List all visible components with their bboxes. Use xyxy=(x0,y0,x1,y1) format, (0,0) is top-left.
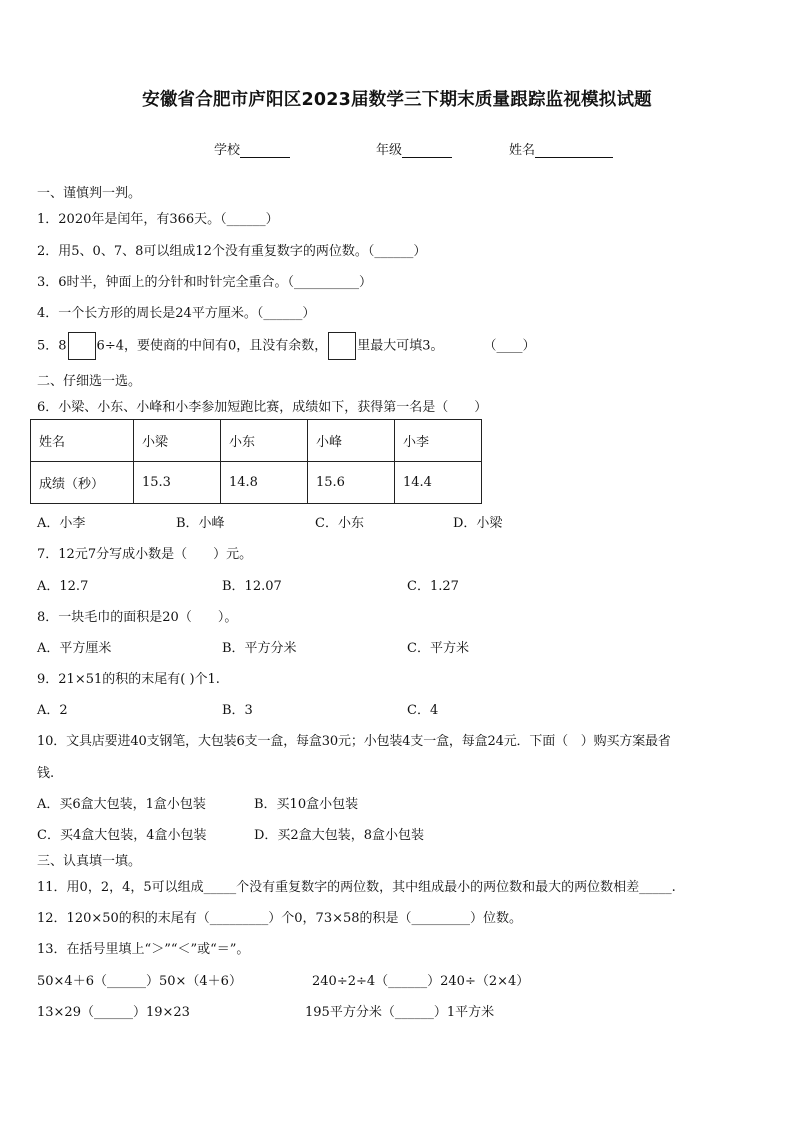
q8-option-a[interactable]: A．平方厘米 xyxy=(37,641,112,656)
table-cell: 15.3 xyxy=(134,462,221,504)
grade-field xyxy=(376,139,452,158)
table-row xyxy=(31,462,482,504)
q8-option-b[interactable]: B．平方分米 xyxy=(222,641,297,656)
school-field xyxy=(214,139,290,158)
table-cell: 姓名 xyxy=(31,420,134,462)
q5-part3: 里最大可填3。 xyxy=(357,338,444,354)
table-cell: 小梁 xyxy=(134,420,221,462)
q5-blank-box-1[interactable] xyxy=(68,332,96,360)
q6-option-d[interactable]: D．小梁 xyxy=(453,516,503,531)
q13-item-3: 13×29（______）19×23 xyxy=(37,1005,190,1020)
q13-item-2: 240÷2÷4（______）240÷（2×4） xyxy=(312,974,530,989)
q6-option-a[interactable]: A．小李 xyxy=(37,516,86,531)
q6-option-c[interactable]: C．小东 xyxy=(315,516,364,531)
q7-option-a[interactable]: A．12.7 xyxy=(37,579,89,594)
q5-blank-box-2[interactable] xyxy=(328,332,356,360)
q5-part1: 5．8 xyxy=(37,338,67,354)
table-cell: 小李 xyxy=(395,420,482,462)
table-header-row xyxy=(31,420,482,462)
q10-option-d[interactable]: D．买2盒大包装，8盒小包装 xyxy=(254,828,424,843)
table-cell: 成绩（秒） xyxy=(31,462,134,504)
q8-option-c[interactable]: C．平方米 xyxy=(407,641,469,656)
table-cell: 14.4 xyxy=(395,462,482,504)
grade-label: 年级 xyxy=(376,143,403,158)
q5-answer: （____） xyxy=(483,338,536,354)
section-heading-3: 三、认真填一填。 xyxy=(37,854,142,869)
question-2: 2．用5、0、7、8可以组成12个没有重复数字的两位数。（______） xyxy=(37,244,427,259)
q13-item-1: 50×4＋6（______）50×（4＋6） xyxy=(37,974,242,989)
q7-option-b[interactable]: B．12.07 xyxy=(222,579,282,594)
question-4: 4．一个长方形的周长是24平方厘米。（______） xyxy=(37,306,316,321)
question-6: 6．小梁、小东、小峰和小李参加短跑比赛，成绩如下，获得第一名是（ ） xyxy=(37,400,488,415)
question-5 xyxy=(37,332,536,361)
question-10: 10．文具店要进40支钢笔，大包装6支一盒，每盒30元；小包装4支一盒，每盒24元．下面（ ）购买方案最省 xyxy=(37,734,671,749)
school-blank[interactable] xyxy=(240,143,290,158)
name-label: 姓名 xyxy=(509,143,536,158)
question-10-cont: 钱. xyxy=(37,766,55,781)
table-cell: 小东 xyxy=(221,420,308,462)
q7-option-c[interactable]: C．1.27 xyxy=(407,579,459,594)
q10-option-a[interactable]: A．买6盒大包装，1盒小包装 xyxy=(37,797,206,812)
q9-option-a[interactable]: A．2 xyxy=(37,703,68,718)
table-cell: 小峰 xyxy=(308,420,395,462)
table-cell: 15.6 xyxy=(308,462,395,504)
question-13: 13．在括号里填上“＞”“＜”或“＝”。 xyxy=(37,942,250,957)
school-label: 学校 xyxy=(214,143,241,158)
q9-option-c[interactable]: C．4 xyxy=(407,703,439,718)
section-heading-2: 二、仔细选一选。 xyxy=(37,374,142,389)
question-3: 3．6时半，钟面上的分针和时针完全重合。（__________） xyxy=(37,275,373,290)
grade-blank[interactable] xyxy=(402,143,452,158)
q13-item-4: 195平方分米（______）1平方米 xyxy=(305,1005,495,1020)
question-9: 9．21×51的积的末尾有( )个1. xyxy=(37,672,220,687)
q5-part2: 6÷4，要使商的中间有0，且没有余数， xyxy=(96,338,328,354)
q9-option-b[interactable]: B．3 xyxy=(222,703,253,718)
question-1: 1．2020年是闰年，有366天。（______） xyxy=(37,212,279,227)
score-table xyxy=(30,419,482,504)
question-8: 8．一块毛巾的面积是20（ ）。 xyxy=(37,610,238,625)
question-12: 12．120×50的积的末尾有（_________）个0，73×58的积是（_________）位数。 xyxy=(37,911,523,926)
q6-option-b[interactable]: B．小峰 xyxy=(176,516,225,531)
q10-option-c[interactable]: C．买4盒大包装，4盒小包装 xyxy=(37,828,207,843)
question-11: 11．用0，2，4，5可以组成_____个没有重复数字的两位数，其中组成最小的两位数和最大的两位数相差_____. xyxy=(37,880,676,895)
page-title: 安徽省合肥市庐阳区2023届数学三下期末质量跟踪监视模拟试题 xyxy=(142,90,652,110)
table-cell: 14.8 xyxy=(221,462,308,504)
section-heading-1: 一、谨慎判一判。 xyxy=(37,186,142,201)
question-7: 7．12元7分写成小数是（ ）元。 xyxy=(37,547,253,562)
name-field xyxy=(509,139,613,158)
name-blank[interactable] xyxy=(535,143,613,158)
q10-option-b[interactable]: B．买10盒小包装 xyxy=(254,797,359,812)
